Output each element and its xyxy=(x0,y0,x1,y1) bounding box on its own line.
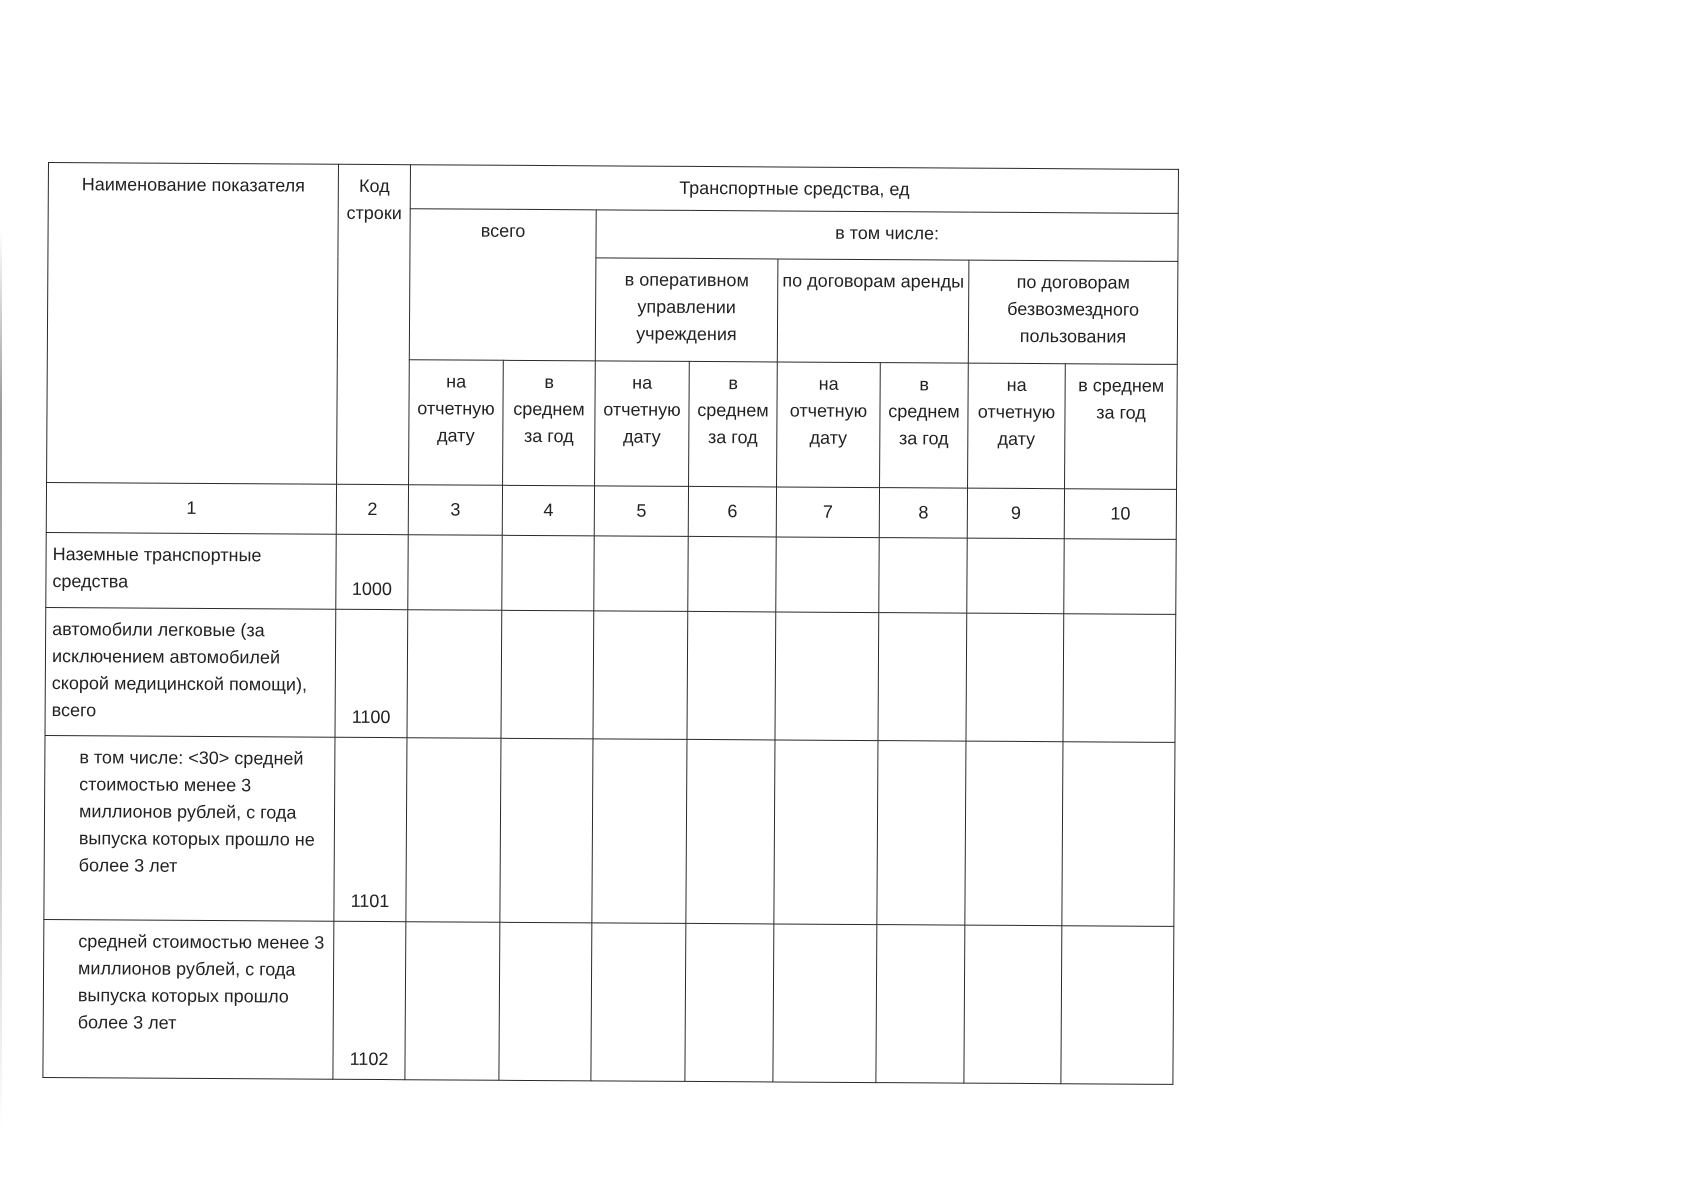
header-sub-8: в среднем за год xyxy=(880,363,969,489)
data-cell[interactable] xyxy=(687,611,776,740)
row-code: 1102 xyxy=(333,921,406,1079)
table-row xyxy=(43,919,1174,1084)
data-cell[interactable] xyxy=(965,741,1063,926)
header-sub-7: на отчетную дату xyxy=(777,362,881,488)
data-cell[interactable] xyxy=(876,925,965,1084)
header-sub-10: в среднем за год xyxy=(1065,364,1178,490)
column-number: 7 xyxy=(776,487,879,538)
data-cell[interactable] xyxy=(686,739,775,924)
data-cell[interactable] xyxy=(773,924,877,1083)
vehicles-form-table xyxy=(42,162,1179,1085)
table-row xyxy=(44,735,1175,926)
header-sub-6: в среднем за год xyxy=(689,361,778,487)
data-cell[interactable] xyxy=(502,535,594,611)
data-cell[interactable] xyxy=(592,739,687,924)
column-number: 3 xyxy=(408,485,502,536)
row-name: средней стоимостью менее 3 миллионов рублей, с года выпуска которых прошло более 3 лет xyxy=(43,919,334,1079)
data-cell[interactable] xyxy=(685,923,774,1082)
header-including: в том числе: xyxy=(596,210,1178,262)
header-sub-4: в среднем за год xyxy=(503,360,596,486)
data-cell[interactable] xyxy=(877,741,966,926)
column-number: 6 xyxy=(688,486,776,537)
header-sub-5: на отчетную дату xyxy=(595,361,690,487)
data-cell[interactable] xyxy=(1062,742,1175,927)
data-cell[interactable] xyxy=(878,613,967,742)
row-name: в том числе: <30> средней стоимостью менее 3 миллионов рублей, с года выпуска которых прошло не более 3 лет xyxy=(44,735,335,921)
column-number: 1 xyxy=(46,482,336,534)
data-cell[interactable] xyxy=(966,613,1064,742)
header-sub-9: на отчетную дату xyxy=(968,363,1066,489)
column-number: 5 xyxy=(594,486,688,537)
data-cell[interactable] xyxy=(501,610,594,739)
column-number: 10 xyxy=(1064,489,1176,540)
row-code: 1000 xyxy=(336,534,408,609)
row-code: 1100 xyxy=(335,609,408,737)
scan-edge-mark xyxy=(0,230,2,1130)
data-cell[interactable] xyxy=(591,923,686,1082)
header-row-code: Код строки xyxy=(337,164,411,484)
column-numbers-row xyxy=(46,482,1176,539)
header-group-free-use: по договорам безвозмездного пользования xyxy=(968,260,1178,364)
column-number: 8 xyxy=(879,488,967,539)
row-name: Наземные транспортные средства xyxy=(46,532,336,609)
data-cell[interactable] xyxy=(407,610,502,739)
header-indicator-name: Наименование показателя xyxy=(47,163,339,485)
header-group-operational: в оперативном управлении учреждения xyxy=(595,258,778,362)
data-cell[interactable] xyxy=(406,738,501,923)
row-name: автомобили легковые (за исключением автомобилей скорой медицинской помощи), всего xyxy=(45,607,336,737)
data-cell[interactable] xyxy=(774,740,878,925)
row-code: 1101 xyxy=(334,737,407,921)
column-number: 4 xyxy=(502,485,594,536)
data-cell[interactable] xyxy=(776,537,879,613)
column-number: 9 xyxy=(967,488,1064,539)
header-sub-3: на отчетную дату xyxy=(409,360,504,486)
data-cell[interactable] xyxy=(594,536,688,612)
data-cell[interactable] xyxy=(688,536,776,612)
data-cell[interactable] xyxy=(1063,614,1176,743)
data-cell[interactable] xyxy=(593,611,688,740)
data-cell[interactable] xyxy=(499,922,592,1081)
header-row-1 xyxy=(48,163,1178,214)
data-cell[interactable] xyxy=(879,538,967,614)
data-cell[interactable] xyxy=(405,922,500,1081)
table-row xyxy=(46,532,1177,614)
data-cell[interactable] xyxy=(1061,926,1174,1085)
header-vehicles: Транспортные средства, ед xyxy=(410,165,1178,214)
data-cell[interactable] xyxy=(964,925,1062,1084)
header-total: всего xyxy=(409,209,596,361)
data-cell[interactable] xyxy=(408,535,502,611)
data-cell[interactable] xyxy=(500,738,593,923)
data-cell[interactable] xyxy=(775,612,879,741)
data-cell[interactable] xyxy=(967,538,1064,614)
header-group-rent: по договорам аренды xyxy=(777,259,969,363)
column-number: 2 xyxy=(336,484,408,534)
table-row xyxy=(45,607,1176,742)
data-cell[interactable] xyxy=(1064,539,1177,615)
